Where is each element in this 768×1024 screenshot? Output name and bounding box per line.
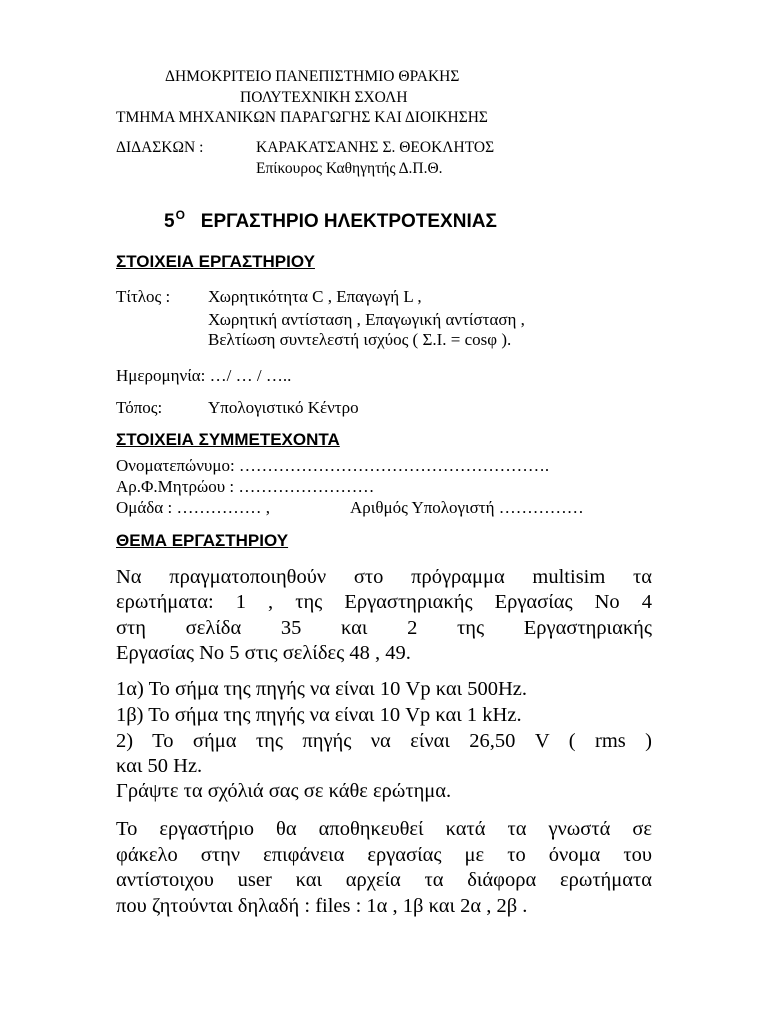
title-label: Τίτλος : — [116, 287, 171, 306]
instructor-label: ΔΙΔΑΣΚΩΝ : — [116, 139, 204, 156]
title-text: ΕΡΓΑΣΤΗΡΙΟ ΗΛΕΚΤΡΟΤΕΧΝΙΑΣ — [200, 211, 497, 232]
topic-para1-line-1: Να πραγματοποιηθούν στο πρόγραμμα multisim τα — [116, 566, 652, 588]
university-name: ΔΗΜΟΚΡΙΤΕΙΟ ΠΑΝΕΠΙΣΤΗΜΙΟ ΘΡΑΚΗΣ — [165, 68, 460, 85]
place-label: Τόπος: — [116, 398, 163, 417]
topic-para1-line-3: στη σελίδα 35 και 2 της Εργαστηριακής — [116, 617, 652, 639]
topic-para2-line-2: φάκελο στην επιφάνεια εργασίας με το όνομα του — [116, 844, 652, 866]
computer-number-field: Αριθμός Υπολογιστή …………… — [350, 498, 584, 517]
page-title — [164, 208, 497, 233]
title-number: 5 — [164, 211, 175, 232]
item-2-line-1: 2) Το σήμα της πηγής να είναι 26,50 V ( rms ) — [116, 730, 652, 752]
item-2-line-2: και 50 Hz. — [116, 755, 203, 777]
topic-para2-line-1: Το εργαστήριο θα αποθηκευθεί κατά τα γνωστά σε — [116, 818, 652, 840]
title-line-2: Χωρητική αντίσταση , Επαγωγική αντίσταση , — [208, 310, 525, 329]
lab-info-heading: ΣΤΟΙΧΕΙΑ ΕΡΓΑΣΤΗΡΙΟΥ — [116, 252, 315, 271]
participants-heading: ΣΤΟΙΧΕΙΑ ΣΥΜΜΕΤΕΧΟΝΤΑ — [116, 430, 340, 449]
registry-field: Αρ.Φ.Μητρώου : …………………… — [116, 477, 375, 496]
topic-para2-line-3: αντίστοιχου user και αρχεία τα διάφορα ερωτήματα — [116, 869, 652, 891]
place-value: Υπολογιστικό Κέντρο — [208, 398, 359, 417]
date-field: Ημερομηνία: …/ … / ….. — [116, 366, 292, 385]
group-field: Ομάδα : …………… , — [116, 498, 270, 517]
title-line-1: Χωρητικότητα C , Επαγωγή L , — [208, 287, 422, 306]
instructor-name: ΚΑΡΑΚΑΤΣΑΝΗΣ Σ. ΘΕΟΚΛΗΤΟΣ — [256, 139, 495, 156]
item-1b: 1β) Το σήμα της πηγής να είναι 10 Vp και 1 kHz. — [116, 704, 522, 726]
name-field: Ονοματεπώνυμο: ………………………………………………. — [116, 456, 550, 475]
department-name: ΤΜΗΜΑ ΜΗΧΑΝΙΚΩΝ ΠΑΡΑΓΩΓΗΣ ΚΑΙ ΔΙΟΙΚΗΣΗΣ — [116, 109, 488, 126]
topic-heading: ΘΕΜΑ ΕΡΓΑΣΤΗΡΙΟΥ — [116, 531, 289, 550]
instructor-title: Επίκουρος Καθηγητής Δ.Π.Θ. — [256, 160, 443, 177]
topic-para1-line-2: ερωτήματα: 1 , της Εργαστηριακής Εργασίας Νο 4 — [116, 591, 652, 613]
topic-para2-line-4: που ζητούνται δηλαδή : files : 1α , 1β και 2α , 2β . — [116, 895, 528, 917]
item-1a: 1α) Το σήμα της πηγής να είναι 10 Vp και 500Hz. — [116, 678, 528, 700]
school-name: ΠΟΛΥΤΕΧΝΙΚΗ ΣΧΟΛΗ — [240, 89, 408, 106]
title-superscript: Ο — [175, 208, 185, 222]
topic-para1-line-4: Εργασίας Νο 5 στις σελίδες 48 , 49. — [116, 642, 411, 664]
title-line-3: Βελτίωση συντελεστή ισχύος ( Σ.Ι. = cosφ ). — [208, 330, 512, 349]
comment-instruction: Γράψτε τα σχόλιά σας σε κάθε ερώτημα. — [116, 780, 452, 802]
